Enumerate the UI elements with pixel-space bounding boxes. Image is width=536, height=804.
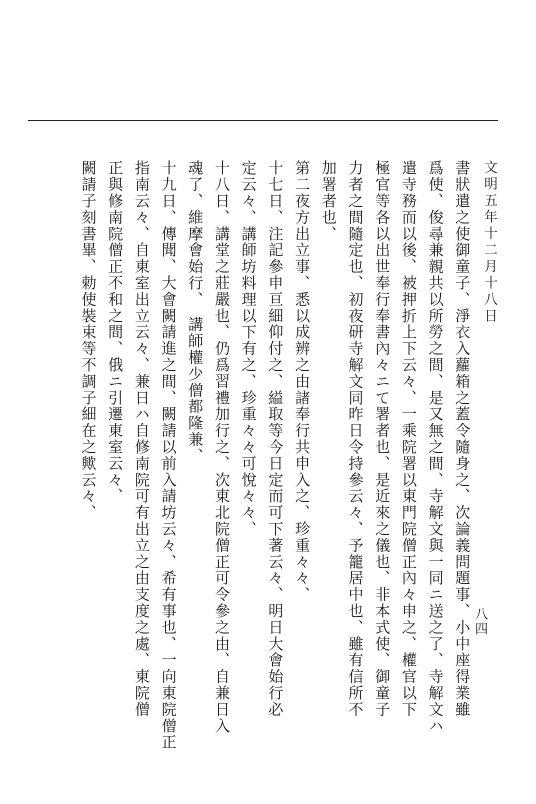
text-column: 爲使、俊尋兼親共以所勞之間、是又無之間、寺解文與一同ニ送之了、寺解文ハ <box>426 160 445 734</box>
text-column: 魂了、維摩會始行、 講師權少僧都隆兼、 <box>186 160 205 465</box>
diary-text <box>24 160 504 800</box>
text-column: 正與修南院僧正不和之間、俄ニ引遷東室云々、 <box>106 160 125 505</box>
text-column: 闕請子刻書畢、勅使裝束等不調子細在之歟云々、 <box>79 160 98 521</box>
text-column: 遣寺務而以後、被押折上下云々、一乘院署以東門院僧正內々申之、權官以下 <box>399 160 418 718</box>
text-column: 指南云々、自東室出立云々、兼日ハ自修南院可有出立之由支度之處、東院僧 <box>132 160 151 718</box>
text-column: 書狀遣之使御童子、淨衣入蘿箱之蓋令隨身之、次論義問題事、小中座得業雖 <box>453 160 472 718</box>
text-column: 定云々、講師坊料理以下有之、珍重々々可悅々々、 <box>239 160 258 538</box>
text-column: 第二夜方出立事、悉以成辨之由諸奉行共申入之、珍重々々、 <box>293 160 312 603</box>
date-heading: 文明五年十二月十八日 <box>481 160 497 325</box>
header-rule <box>28 120 498 121</box>
text-column: 力者之間隨定也、初夜研寺解文同昨日令持參云々、予籠居中也、雖有信所不 <box>346 160 365 718</box>
text-column: 加署者也、 <box>319 160 338 242</box>
page-number: 八四 <box>472 607 487 637</box>
text-column: 十九日、傳聞、大會闕請進之間、闕請以前入請坊云々、希有事也、一向東院僧正 <box>159 160 178 751</box>
text-column: 十七日、注記參申亘細仰付之、縊取等今日定而可下著云々、明日大會始行必 <box>266 160 285 718</box>
text-column: 極官等各以出世奉行奉書內々ニて署者也、是近來之儀也、非本式使、御童子 <box>373 160 392 718</box>
text-column: 十八日、講堂之莊嚴也、仍爲習禮加行之、次東北院僧正可令參之由、自兼日入 <box>212 160 231 734</box>
